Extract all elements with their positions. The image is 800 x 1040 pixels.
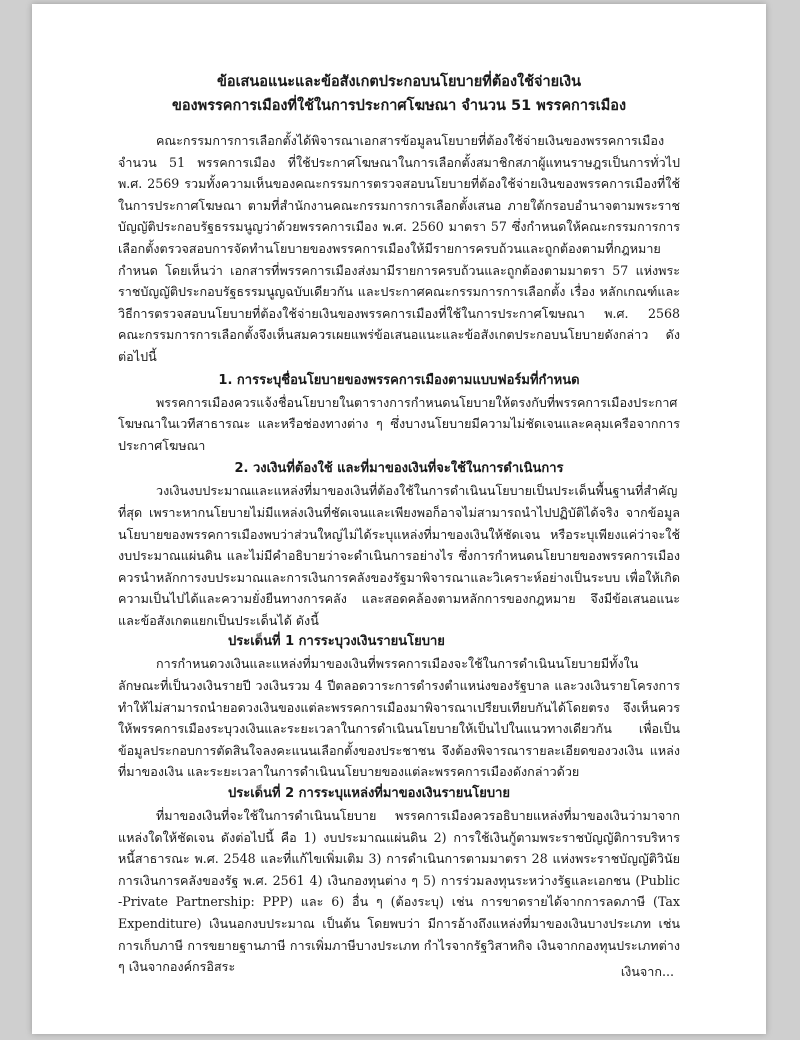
intro-paragraph: คณะกรรมการการเลือกตั้งได้พิจารณาเอกสารข้อมูลนโยบายที่ต้องใช้จ่ายเงินของพรรคการเมือง จำนวน 51 พรรคการเมือง ที่ใช้ประกาศโฆษณาในการเลือกตั้งสมาชิกสภาผู้แทนราษฎรเป็นการทั่วไป พ.ศ. 2569 รวมทั้งความเห็นของคณะกรรมการตรวจสอบนโยบายที่ต้องใช้จ่ายเงินของพรรคการเมืองที่ใช้ในการประกาศโฆษณา ตามที่สำนักงานคณะกรรมการการเลือกตั้งเสนอ ภายใต้กรอบอำนาจตามพระราชบัญญัติประกอบรัฐธรรมนูญว่าด้วยพรรคการเมือง พ.ศ. 2560 มาตรา 57 ซึ่งกำหนดให้คณะกรรมการการเลือกตั้งตรวจสอบการจัดทำนโยบายของพรรคการเมืองให้มีรายการครบถ้วนและถูกต้องตามที่กฎหมายกำหนด โดยเห็นว่า เอกสารที่พรรคการเมืองส่งมามีรายการครบถ้วนและถูกต้องตามมาตรา 57 แห่งพระราชบัญญัติประกอบรัฐธรรมนูญฉบับเดียวกัน และประกาศคณะกรรมการการเลือกตั้ง เรื่อง หลักเกณฑ์และวิธีการตรวจสอบนโยบายที่ต้องใช้จ่ายเงินของพรรคการเมืองที่ใช้ในการประกาศโฆษณา พ.ศ. 2568 คณะกรรมการการเลือกตั้งจึงเห็นสมควรเผยแพร่ข้อเสนอแนะและข้อสังเกตประกอบนโยบายดังกล่าว ดังต่อไปนี้ [118,133,680,364]
issue-1-paragraph: การกำหนดวงเงินและแหล่งที่มาของเงินที่พรรคการเมืองจะใช้ในการดำเนินนโยบายมีทั้งในลักษณะที่เป็นวงเงินรายปี วงเงินรวม 4 ปีตลอดวาระการดำรงตำแหน่งของรัฐบาล และวงเงินรายโครงการ ทำให้ไม่สามารถนำยอดวงเงินของแต่ละพรรคการเมืองมาพิจารณาเปรียบเทียบกันได้โดยตรง จึงเห็นควรให้พรรคการเมืองระบุวงเงินและระยะเวลาในการดำเนินนโยบายให้เป็นไปในแนวทางเดียวกัน เพื่อเป็นข้อมูลประกอบการตัดสินใจลงคะแนนเลือกตั้งของประชาชน จึงต้องพิจารณารายละเอียดของวงเงิน แหล่งที่มาของเงิน และระยะเวลาในการดำเนินนโยบายของแต่ละพรรคการเมืองดังกล่าวด้วย [118,656,680,780]
continuation-marker: เงินจาก... [620,964,674,979]
document-page [32,4,766,1034]
section-1-heading: 1. การระบุชื่อนโยบายของพรรคการเมืองตามแบบฟอร์มที่กำหนด [218,372,580,388]
issue-2-paragraph: ที่มาของเงินที่จะใช้ในการดำเนินนโยบาย พรรคการเมืองควรอธิบายแหล่งที่มาของเงินว่ามาจากแหล่งใดให้ชัดเจน ดังต่อไปนี้ คือ 1) งบประมาณแผ่นดิน 2) การใช้เงินกู้ตามพระราชบัญญัติการบริหารหนี้สาธารณะ พ.ศ. 2548 และที่แก้ไขเพิ่มเติม 3) การดำเนินการตามมาตรา 28 แห่งพระราชบัญญัติวินัยการเงินการคลังของรัฐ พ.ศ. 2561 4) เงินกองทุนต่าง ๆ 5) การร่วมลงทุนระหว่างรัฐและเอกชน (Public -Private Partnership: PPP) และ 6) อื่น ๆ (ต้องระบุ) เช่น การขาดรายได้จากการลดภาษี (Tax Expenditure) เงินนอกงบประมาณ เป็นต้น โดยพบว่า มีการอ้างถึงแหล่งที่มาของเงินบางประเภท เช่น การเก็บภาษี การขยายฐานภาษี การเพิ่มภาษีบางประเภท กำไรจากรัฐวิสาหกิจ เงินจากกองทุนประเภทต่าง ๆ เงินจากองค์กรอิสระ [118,808,680,975]
title-line-2: ของพรรคการเมืองที่ใช้ในการประกาศโฆษณา จำนวน 51 พรรคการเมือง [171,98,627,114]
title-line-1: ข้อเสนอแนะและข้อสังเกตประกอบนโยบายที่ต้องใช้จ่ายเงิน [216,74,582,90]
section-2-paragraph: วงเงินงบประมาณและแหล่งที่มาของเงินที่ต้องใช้ในการดำเนินนโยบายเป็นประเด็นพื้นฐานที่สำคัญที่สุด เพราะหากนโยบายไม่มีแหล่งเงินที่ชัดเจนและเพียงพอก็อาจไม่สามารถนำไปปฏิบัติได้จริง จากข้อมูลนโยบายของพรรคการเมืองพบว่าส่วนใหญ่ไม่ได้ระบุแหล่งที่มาของเงินให้ชัดเจน หรือระบุเพียงแค่ว่าจะใช้งบประมาณแผ่นดิน และไม่มีคำอธิบายว่าจะดำเนินการอย่างไร ซึ่งการกำหนดนโยบายของพรรคการเมืองควรนำหลักการงบประมาณและการเงินการคลังของรัฐมาพิจารณาและวิเคราะห์อย่างเป็นระบบ เพื่อให้เกิดความเป็นไปได้และความยั่งยืนทางการคลัง และสอดคล้องตามหลักการของกฎหมาย จึงมีข้อเสนอแนะและข้อสังเกตแยกเป็นประเด็นได้ ดังนี้ [118,483,680,628]
document-title [118,70,680,118]
issue-1-heading: ประเด็นที่ 1 การระบุวงเงินรายนโยบาย [228,634,445,650]
section-2-heading: 2. วงเงินที่ต้องใช้ และที่มาของเงินที่จะใช้ในการดำเนินการ [234,461,564,477]
section-1-paragraph: พรรคการเมืองควรแจ้งชื่อนโยบายในตารางการกำหนดนโยบายให้ตรงกับที่พรรคการเมืองประกาศโฆษณาในเวทีสาธารณะ และหรือช่องทางต่าง ๆ ซึ่งบางนโยบายมีความไม่ชัดเจนและคลุมเครือจากการประกาศโฆษณา [118,394,680,453]
issue-2-heading: ประเด็นที่ 2 การระบุแหล่งที่มาของเงินรายนโยบาย [228,786,511,802]
